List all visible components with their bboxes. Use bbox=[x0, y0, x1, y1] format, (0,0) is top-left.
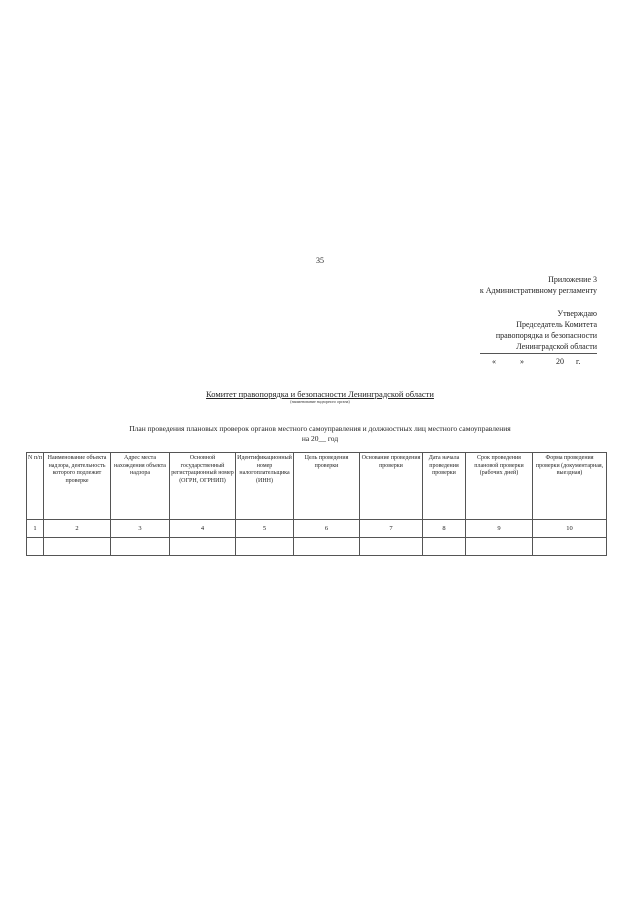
page-number: 35 bbox=[316, 256, 324, 265]
plan-title-line-2: на 20__ год bbox=[301, 434, 339, 443]
table-empty-cell bbox=[44, 538, 111, 556]
table-header-cell: N п/п bbox=[27, 453, 44, 520]
table-number-cell: 5 bbox=[236, 520, 294, 538]
table-empty-cell bbox=[423, 538, 466, 556]
table-empty-cell bbox=[533, 538, 607, 556]
table-header-cell: Идентификационный номер налогоплательщика (ИНН) bbox=[236, 453, 294, 520]
approval-block bbox=[437, 308, 597, 352]
approval-date bbox=[480, 357, 600, 366]
table-number-cell: 9 bbox=[466, 520, 533, 538]
table-empty-cell bbox=[466, 538, 533, 556]
organization-name-text: Комитет правопорядка и безопасности Ленинградской области bbox=[206, 389, 434, 399]
table-number-cell: 1 bbox=[27, 520, 44, 538]
organization-name bbox=[0, 389, 640, 399]
table-header-cell: Срок проведения плановой проверки (рабочих дней) bbox=[466, 453, 533, 520]
table-number-cell: 6 bbox=[294, 520, 360, 538]
table-empty-cell bbox=[360, 538, 423, 556]
table-number-cell: 7 bbox=[360, 520, 423, 538]
table-number-cell: 2 bbox=[44, 520, 111, 538]
table-header-cell: Адрес места нахождения объекта надзора bbox=[111, 453, 170, 520]
appendix-block bbox=[397, 274, 597, 296]
signature-line bbox=[480, 353, 597, 354]
date-open-quote: « bbox=[492, 357, 496, 366]
table-number-cell: 4 bbox=[170, 520, 236, 538]
table-header-cell: Форма проведения проверки (документарная, выездная) bbox=[533, 453, 607, 520]
date-close-quote: » bbox=[520, 357, 524, 366]
table-number-cell: 8 bbox=[423, 520, 466, 538]
date-year: 20 bbox=[556, 357, 564, 366]
organization-caption: (наименование надзорного органа) bbox=[290, 399, 350, 404]
appendix-line-2: к Административному регламенту bbox=[479, 286, 597, 295]
table-header-cell: Дата начала проведения проверки bbox=[423, 453, 466, 520]
table-empty-cell bbox=[27, 538, 44, 556]
table-empty-cell bbox=[111, 538, 170, 556]
table-number-cell: 10 bbox=[533, 520, 607, 538]
table-number-row bbox=[27, 520, 607, 538]
table-empty-cell bbox=[294, 538, 360, 556]
date-suffix: г. bbox=[576, 357, 581, 366]
table-empty-row bbox=[27, 538, 607, 556]
table-header-cell: Основной государственный регистрационный номер (ОГРН, ОГРНИП) bbox=[170, 453, 236, 520]
table-header-cell: Наименование объекта надзора, деятельность которого подлежит проверке bbox=[44, 453, 111, 520]
table-header-cell: Основание проведения проверки bbox=[360, 453, 423, 520]
table-header-cell: Цель проведения проверки bbox=[294, 453, 360, 520]
table-number-cell: 3 bbox=[111, 520, 170, 538]
table-empty-cell bbox=[170, 538, 236, 556]
inspection-plan-table bbox=[26, 452, 607, 556]
table-header-row bbox=[27, 453, 607, 520]
approval-line-1: Утверждаю bbox=[557, 309, 597, 318]
approval-line-2: Председатель Комитета bbox=[516, 320, 597, 329]
approval-line-4: Ленинградской области bbox=[516, 342, 597, 351]
plan-title bbox=[0, 424, 640, 444]
appendix-line-1: Приложение 3 bbox=[548, 275, 597, 284]
approval-line-3: правопорядка и безопасности bbox=[495, 331, 597, 340]
plan-title-line-1: План проведения плановых проверок органов местного самоуправления и должностных лиц местного самоуправления bbox=[129, 424, 511, 433]
table-empty-cell bbox=[236, 538, 294, 556]
